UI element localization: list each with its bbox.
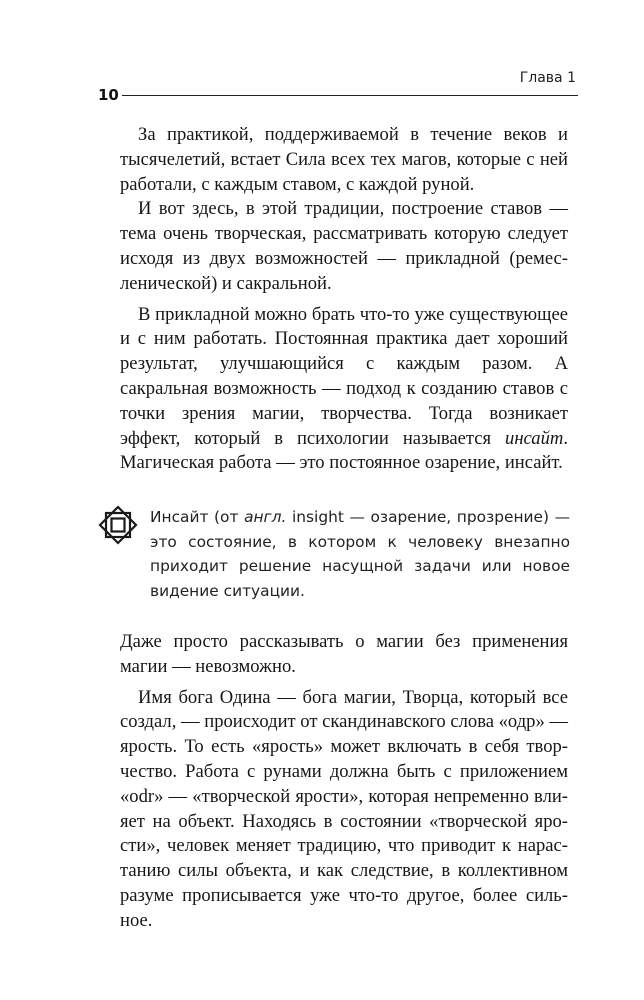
text-block-bottom xyxy=(120,630,568,934)
nested-squares-icon xyxy=(98,505,138,545)
paragraph-practice: За практикой, поддерживаемой в течение веков и тысячелетий, встает Сила всех тех магов, которые с ней работали, с каждым ставом, с каждой руной. xyxy=(120,124,568,195)
definition-insight xyxy=(150,505,570,603)
paragraph-magic-talk: Даже просто рассказывать о магии без применения магии — невозможно. xyxy=(120,631,568,677)
paragraph-odin: Имя бога Одина — бога магии, Творца, который все создал, — происходит от скандинавского слова «одр» — ярость. То есть «ярость» может включать в себя творчество. Работа с рунами должна быть с приложением «odr» — «творческой ярости», которая непременно влияет на объект. Находясь в состоянии «творческой ярости», человек меняет традицию, что приводит к нарастанию силы объекта, и как следствие, в коллективном разуме прописывается уже что-то другое, более сильное. xyxy=(120,686,568,931)
text-block-top xyxy=(120,123,568,476)
definition-box xyxy=(98,505,570,605)
page-number: 10 xyxy=(98,86,119,104)
definition-abbrev-english: англ. xyxy=(244,508,287,526)
definition-text-start: Инсайт (от xyxy=(150,508,245,526)
paragraph-tradition: И вот здесь, в этой традиции, построение ставов — тема очень творческая, рассматривать которую следует исходя из двух возможностей — прикладной (ремесленической) и сакральной. xyxy=(120,198,568,294)
running-head-chapter: Глава 1 xyxy=(519,70,576,86)
paragraph-applied-sacral xyxy=(120,303,568,477)
paragraph-text-end: . Магическая работа — это постоянное озарение, инсайт. xyxy=(120,427,568,474)
paragraph-text-start: В прикладной можно брать что-то уже существующее и с ним работать. Постоянная практика дает хороший результат, улучшающийся с каждым разом. А сакральная возможность — подход к созданию ставов с точки зрения магии, творчества. Тогда возникает эффект, который в психологии называется xyxy=(120,303,568,449)
header-rule xyxy=(122,95,578,96)
term-insight: инсайт xyxy=(505,427,564,449)
definition-text-rest: insight — озарение, прозрение) — это состояние, в котором к человеку внезапно приходит решение насущной задачи или новое видение ситуации. xyxy=(150,508,571,600)
